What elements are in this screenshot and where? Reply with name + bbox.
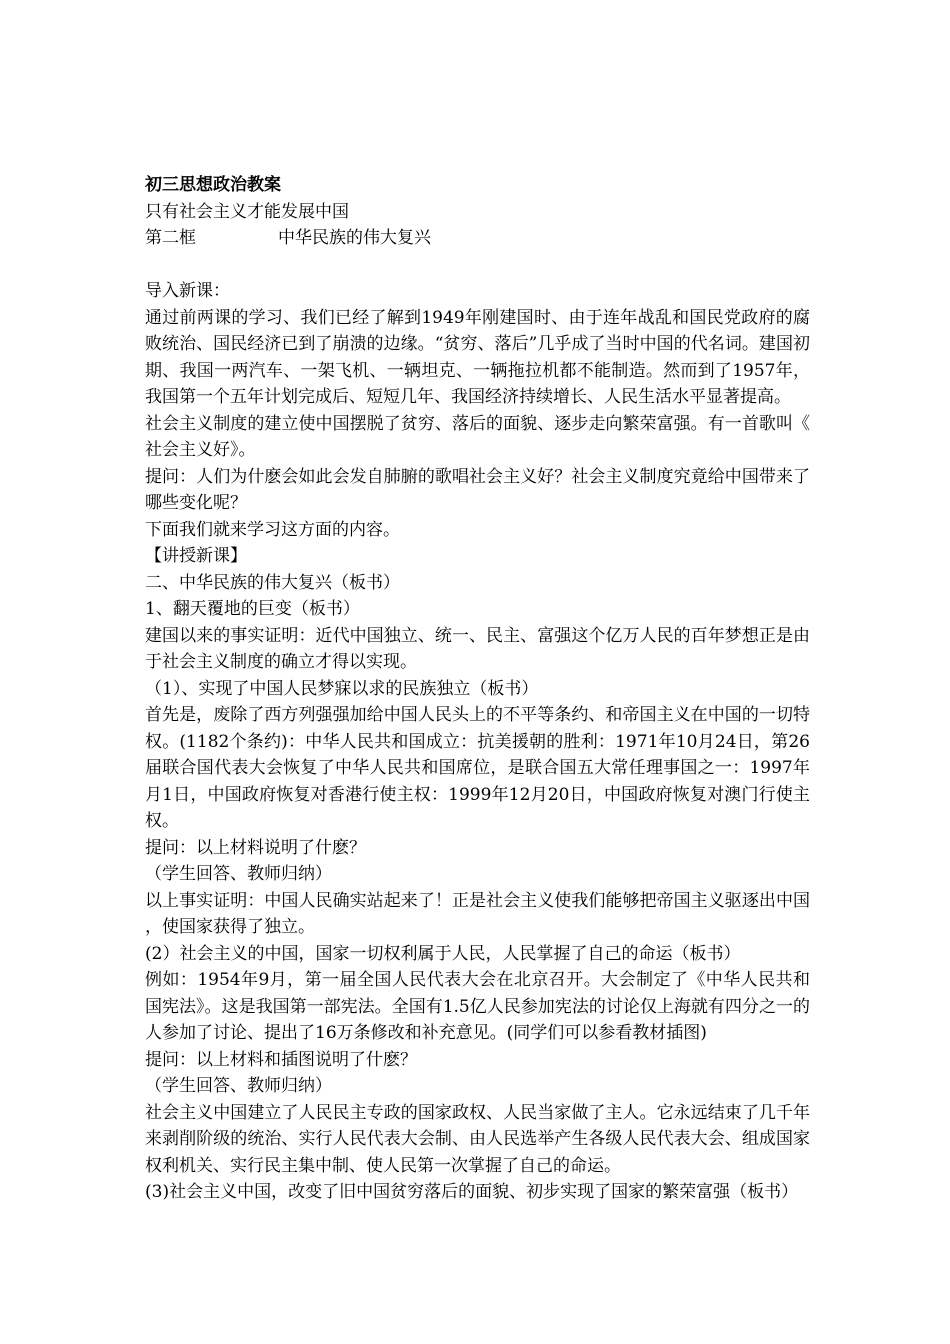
point-heading: (3)社会主义中国，改变了旧中国贫穷落后的面貌、初步实现了国家的繁荣富强（板书） [145, 1182, 799, 1202]
note: （学生回答、教师归纳） [145, 1076, 332, 1096]
paragraph: 建国以来的事实证明：近代中国独立、统一、民主、富强这个亿万人民的百年梦想正是由于社会主义制度的确立才得以实现。 [145, 625, 810, 672]
paragraph: 以上事实证明：中国人民确实站起来了！正是社会主义使我们能够把帝国主义驱逐出中国，使国家获得了独立。 [145, 890, 810, 937]
section-heading: 二、中华民族的伟大复兴（板书） [145, 572, 400, 593]
note: （学生回答、教师归纳） [145, 864, 332, 884]
lesson-subtitle: 只有社会主义才能发展中国 [145, 201, 349, 222]
question: 提问：以上材料和插图说明了什麽？ [145, 1049, 417, 1070]
paragraph: 社会主义中国建立了人民民主专政的国家政权、人民当家做了主人。它永远结束了几千年来剥削阶级的统治、实行人民代表大会制、由人民选举产生各级人民代表大会、组成国家权利机关、实行民主集中制、使人民第一次掌握了自己的命运。 [145, 1102, 810, 1176]
point-heading: （1）、实现了中国人民梦寐以求的民族独立（板书） [145, 678, 539, 699]
intro-heading: 导入新课： [145, 281, 230, 301]
paragraph: 首先是，废除了西方列强强加给中国人民头上的不平等条约、和帝国主义在中国的一切特权。(1182个条约)：中华人民共和国成立：抗美援朝的胜利：1971年10月24日，第26届联合国代表大会恢复了中华人民共和国席位，是联合国五大常任理事国之一：1997年月1日，中国政府恢复对香港行使主权：1999年12月20日，中国政府恢复对澳门行使主权。 [145, 705, 810, 831]
point-heading: (2）社会主义的中国，国家一切权利属于人民，人民掌握了自己的命运（板书） [145, 943, 741, 964]
frame-title: 中华民族的伟大复兴 [278, 228, 431, 248]
paragraph: 下面我们就来学习这方面的内容。 [145, 519, 400, 540]
frame-heading [145, 225, 810, 252]
paragraph: 提问：人们为什麽会如此会发自肺腑的歌唱社会主义好？社会主义制度究竟给中国带来了哪些变化呢？ [145, 466, 810, 513]
question: 提问：以上材料说明了什麽？ [145, 837, 366, 858]
subsection-heading: 1、翻天覆地的巨变（板书） [145, 599, 360, 619]
paragraph: 通过前两课的学习、我们已经了解到1949年刚建国时、由于连年战乱和国民党政府的腐败统治、国民经济已到了崩溃的边缘。“贫穷、落后”几乎成了当时中国的代名词。建国初期、我国一两汽车、一架飞机、一辆坦克、一辆拖拉机都不能制造。然而到了1957年，我国第一个五年计划完成后、短短几年、我国经济持续增长、人民生活水平显著提高。 [145, 307, 810, 407]
frame-label: 第二框 [145, 228, 196, 248]
paragraph: 社会主义制度的建立使中国摆脱了贫穷、落后的面貌、逐步走向繁荣富强。有一首歌叫《社会主义好》。 [145, 413, 810, 460]
document-title: 初三思想政治教案 [145, 175, 281, 195]
paragraph: 例如：1954年9月，第一届全国人民代表大会在北京召开。大会制定了《中华人民共和国宪法》。这是我国第一部宪法。全国有1.5亿人民参加宪法的讨论仅上海就有四分之一的人参加了讨论、提出了16万条修改和补充意见。(同学们可以参看教材插图) [145, 970, 810, 1043]
section-marker: 【讲授新课】 [145, 546, 247, 566]
blank-line [145, 252, 810, 279]
document-body [145, 172, 810, 1206]
